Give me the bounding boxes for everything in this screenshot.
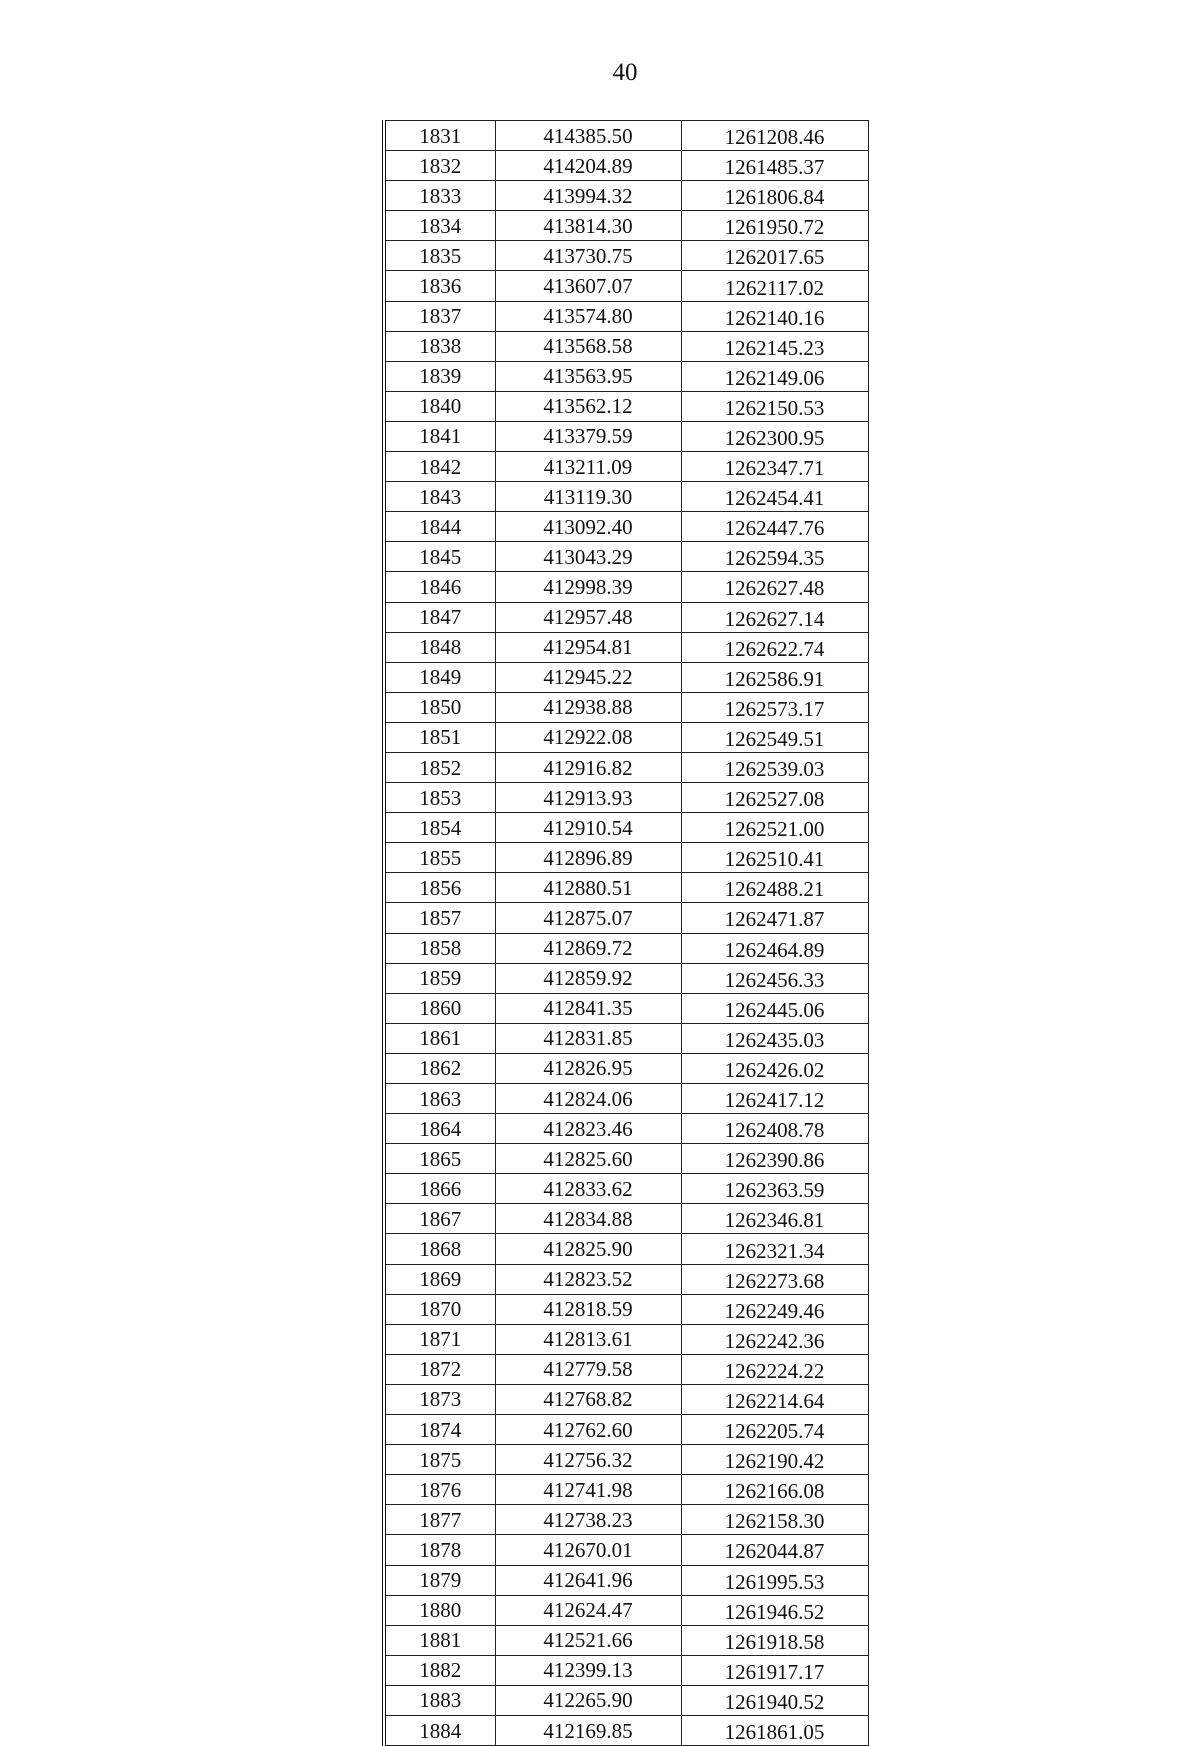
table-row (384, 1475, 868, 1505)
x-coordinate-cell: 412738.23 (495, 1505, 681, 1535)
point-number-cell: 1851 (384, 722, 495, 752)
point-number-cell: 1831 (384, 121, 495, 151)
table-row (384, 241, 868, 271)
table-row (384, 1625, 868, 1655)
y-coordinate-cell: 1262390.86 (681, 1144, 868, 1174)
y-coordinate-cell: 1262158.30 (681, 1505, 868, 1535)
x-coordinate-cell: 413092.40 (495, 512, 681, 542)
x-coordinate-cell: 413607.07 (495, 271, 681, 301)
point-number-cell: 1883 (384, 1685, 495, 1715)
x-coordinate-cell: 412922.08 (495, 722, 681, 752)
point-number-cell: 1850 (384, 692, 495, 722)
table-row (384, 331, 868, 361)
table-row (384, 572, 868, 602)
table-row (384, 181, 868, 211)
point-number-cell: 1854 (384, 813, 495, 843)
y-coordinate-cell: 1261806.84 (681, 181, 868, 211)
point-number-cell: 1865 (384, 1144, 495, 1174)
point-number-cell: 1835 (384, 241, 495, 271)
point-number-cell: 1880 (384, 1595, 495, 1625)
point-number-cell: 1882 (384, 1655, 495, 1685)
point-number-cell: 1867 (384, 1204, 495, 1234)
x-coordinate-cell: 412957.48 (495, 602, 681, 632)
y-coordinate-cell: 1262539.03 (681, 752, 868, 782)
x-coordinate-cell: 412624.47 (495, 1595, 681, 1625)
point-number-cell: 1879 (384, 1565, 495, 1595)
y-coordinate-cell: 1262273.68 (681, 1264, 868, 1294)
point-number-cell: 1833 (384, 181, 495, 211)
x-coordinate-cell: 414385.50 (495, 121, 681, 151)
x-coordinate-cell: 412910.54 (495, 813, 681, 843)
x-coordinate-cell: 412869.72 (495, 933, 681, 963)
y-coordinate-cell: 1262321.34 (681, 1234, 868, 1264)
x-coordinate-cell: 412779.58 (495, 1354, 681, 1384)
table-row (384, 1144, 868, 1174)
table-row (384, 301, 868, 331)
point-number-cell: 1861 (384, 1023, 495, 1053)
x-coordinate-cell: 412938.88 (495, 692, 681, 722)
y-coordinate-cell: 1262300.95 (681, 421, 868, 451)
table-row (384, 1595, 868, 1625)
table-row (384, 1565, 868, 1595)
x-coordinate-cell: 413574.80 (495, 301, 681, 331)
y-coordinate-cell: 1262190.42 (681, 1445, 868, 1475)
x-coordinate-cell: 412741.98 (495, 1475, 681, 1505)
coordinates-table (382, 120, 869, 1746)
table-row (384, 121, 868, 151)
point-number-cell: 1847 (384, 602, 495, 632)
point-number-cell: 1836 (384, 271, 495, 301)
x-coordinate-cell: 412859.92 (495, 963, 681, 993)
point-number-cell: 1877 (384, 1505, 495, 1535)
y-coordinate-cell: 1262214.64 (681, 1384, 868, 1414)
x-coordinate-cell: 412998.39 (495, 572, 681, 602)
table-row (384, 211, 868, 241)
y-coordinate-cell: 1262347.71 (681, 452, 868, 482)
point-number-cell: 1881 (384, 1625, 495, 1655)
table-row (384, 271, 868, 301)
table-row (384, 1445, 868, 1475)
table-row (384, 873, 868, 903)
table-row (384, 421, 868, 451)
point-number-cell: 1839 (384, 361, 495, 391)
y-coordinate-cell: 1262363.59 (681, 1174, 868, 1204)
x-coordinate-cell: 413119.30 (495, 482, 681, 512)
y-coordinate-cell: 1262464.89 (681, 933, 868, 963)
x-coordinate-cell: 412834.88 (495, 1204, 681, 1234)
point-number-cell: 1837 (384, 301, 495, 331)
point-number-cell: 1864 (384, 1114, 495, 1144)
table-row (384, 662, 868, 692)
x-coordinate-cell: 413568.58 (495, 331, 681, 361)
y-coordinate-cell: 1262166.08 (681, 1475, 868, 1505)
point-number-cell: 1832 (384, 151, 495, 181)
y-coordinate-cell: 1262488.21 (681, 873, 868, 903)
table-row (384, 1234, 868, 1264)
x-coordinate-cell: 412913.93 (495, 783, 681, 813)
x-coordinate-cell: 412916.82 (495, 752, 681, 782)
x-coordinate-cell: 412841.35 (495, 993, 681, 1023)
y-coordinate-cell: 1262573.17 (681, 692, 868, 722)
y-coordinate-cell: 1262145.23 (681, 331, 868, 361)
y-coordinate-cell: 1262454.41 (681, 482, 868, 512)
point-number-cell: 1841 (384, 421, 495, 451)
table-row (384, 1535, 868, 1565)
x-coordinate-cell: 412818.59 (495, 1294, 681, 1324)
point-number-cell: 1853 (384, 783, 495, 813)
point-number-cell: 1863 (384, 1084, 495, 1114)
x-coordinate-cell: 412826.95 (495, 1053, 681, 1083)
table-row (384, 1204, 868, 1234)
point-number-cell: 1884 (384, 1715, 495, 1745)
point-number-cell: 1876 (384, 1475, 495, 1505)
point-number-cell: 1870 (384, 1294, 495, 1324)
x-coordinate-cell: 412823.46 (495, 1114, 681, 1144)
x-coordinate-cell: 412875.07 (495, 903, 681, 933)
point-number-cell: 1856 (384, 873, 495, 903)
x-coordinate-cell: 413379.59 (495, 421, 681, 451)
y-coordinate-cell: 1262149.06 (681, 361, 868, 391)
y-coordinate-cell: 1262417.12 (681, 1084, 868, 1114)
table-row (384, 722, 868, 752)
table-row (384, 542, 868, 572)
y-coordinate-cell: 1261208.46 (681, 121, 868, 151)
x-coordinate-cell: 413211.09 (495, 452, 681, 482)
point-number-cell: 1873 (384, 1384, 495, 1414)
x-coordinate-cell: 414204.89 (495, 151, 681, 181)
x-coordinate-cell: 412169.85 (495, 1715, 681, 1745)
table-row (384, 1294, 868, 1324)
point-number-cell: 1840 (384, 391, 495, 421)
y-coordinate-cell: 1262346.81 (681, 1204, 868, 1234)
table-row (384, 752, 868, 782)
point-number-cell: 1834 (384, 211, 495, 241)
x-coordinate-cell: 412823.52 (495, 1264, 681, 1294)
x-coordinate-cell: 413730.75 (495, 241, 681, 271)
table-row (384, 361, 868, 391)
point-number-cell: 1849 (384, 662, 495, 692)
x-coordinate-cell: 413562.12 (495, 391, 681, 421)
x-coordinate-cell: 412813.61 (495, 1324, 681, 1354)
y-coordinate-cell: 1262117.02 (681, 271, 868, 301)
x-coordinate-cell: 412880.51 (495, 873, 681, 903)
table-row (384, 512, 868, 542)
x-coordinate-cell: 413043.29 (495, 542, 681, 572)
y-coordinate-cell: 1262471.87 (681, 903, 868, 933)
x-coordinate-cell: 412945.22 (495, 662, 681, 692)
y-coordinate-cell: 1261485.37 (681, 151, 868, 181)
point-number-cell: 1868 (384, 1234, 495, 1264)
point-number-cell: 1874 (384, 1415, 495, 1445)
y-coordinate-cell: 1262017.65 (681, 241, 868, 271)
y-coordinate-cell: 1262549.51 (681, 722, 868, 752)
y-coordinate-cell: 1261917.17 (681, 1655, 868, 1685)
table-row (384, 1324, 868, 1354)
x-coordinate-cell: 412265.90 (495, 1685, 681, 1715)
table-row (384, 632, 868, 662)
table-row (384, 903, 868, 933)
y-coordinate-cell: 1262242.36 (681, 1324, 868, 1354)
table-body (384, 121, 868, 1746)
y-coordinate-cell: 1262527.08 (681, 783, 868, 813)
table-row (384, 602, 868, 632)
y-coordinate-cell: 1262456.33 (681, 963, 868, 993)
point-number-cell: 1857 (384, 903, 495, 933)
x-coordinate-cell: 412954.81 (495, 632, 681, 662)
x-coordinate-cell: 413814.30 (495, 211, 681, 241)
point-number-cell: 1842 (384, 452, 495, 482)
y-coordinate-cell: 1262594.35 (681, 542, 868, 572)
y-coordinate-cell: 1262627.14 (681, 602, 868, 632)
y-coordinate-cell: 1262426.02 (681, 1053, 868, 1083)
point-number-cell: 1862 (384, 1053, 495, 1083)
x-coordinate-cell: 412825.90 (495, 1234, 681, 1264)
point-number-cell: 1872 (384, 1354, 495, 1384)
table-row (384, 1715, 868, 1745)
table-row (384, 783, 868, 813)
point-number-cell: 1869 (384, 1264, 495, 1294)
x-coordinate-cell: 412831.85 (495, 1023, 681, 1053)
point-number-cell: 1858 (384, 933, 495, 963)
x-coordinate-cell: 412521.66 (495, 1625, 681, 1655)
table-row (384, 933, 868, 963)
point-number-cell: 1843 (384, 482, 495, 512)
x-coordinate-cell: 412896.89 (495, 843, 681, 873)
x-coordinate-cell: 412641.96 (495, 1565, 681, 1595)
table-row (384, 482, 868, 512)
table-row (384, 692, 868, 722)
point-number-cell: 1855 (384, 843, 495, 873)
point-number-cell: 1875 (384, 1445, 495, 1475)
table-row (384, 1114, 868, 1144)
y-coordinate-cell: 1262140.16 (681, 301, 868, 331)
point-number-cell: 1848 (384, 632, 495, 662)
point-number-cell: 1878 (384, 1535, 495, 1565)
y-coordinate-cell: 1261861.05 (681, 1715, 868, 1745)
point-number-cell: 1846 (384, 572, 495, 602)
y-coordinate-cell: 1262044.87 (681, 1535, 868, 1565)
table-row (384, 843, 868, 873)
table-row (384, 1174, 868, 1204)
point-number-cell: 1845 (384, 542, 495, 572)
y-coordinate-cell: 1261995.53 (681, 1565, 868, 1595)
y-coordinate-cell: 1261950.72 (681, 211, 868, 241)
table-row (384, 1053, 868, 1083)
table-row (384, 1354, 868, 1384)
x-coordinate-cell: 412756.32 (495, 1445, 681, 1475)
y-coordinate-cell: 1262205.74 (681, 1415, 868, 1445)
table-row (384, 1505, 868, 1535)
point-number-cell: 1859 (384, 963, 495, 993)
table-row (384, 813, 868, 843)
table-row (384, 452, 868, 482)
point-number-cell: 1844 (384, 512, 495, 542)
table-row (384, 1084, 868, 1114)
table-row (384, 963, 868, 993)
point-number-cell: 1866 (384, 1174, 495, 1204)
y-coordinate-cell: 1262445.06 (681, 993, 868, 1023)
y-coordinate-cell: 1261946.52 (681, 1595, 868, 1625)
table-row (384, 151, 868, 181)
y-coordinate-cell: 1262627.48 (681, 572, 868, 602)
x-coordinate-cell: 413994.32 (495, 181, 681, 211)
x-coordinate-cell: 412824.06 (495, 1084, 681, 1114)
table-row (384, 391, 868, 421)
table-row (384, 1023, 868, 1053)
y-coordinate-cell: 1261940.52 (681, 1685, 868, 1715)
table-row (384, 1655, 868, 1685)
y-coordinate-cell: 1261918.58 (681, 1625, 868, 1655)
table-row (384, 1384, 868, 1414)
y-coordinate-cell: 1262435.03 (681, 1023, 868, 1053)
point-number-cell: 1838 (384, 331, 495, 361)
y-coordinate-cell: 1262586.91 (681, 662, 868, 692)
table-row (384, 1685, 868, 1715)
table-row (384, 1264, 868, 1294)
y-coordinate-cell: 1262510.41 (681, 843, 868, 873)
x-coordinate-cell: 412833.62 (495, 1174, 681, 1204)
y-coordinate-cell: 1262447.76 (681, 512, 868, 542)
y-coordinate-cell: 1262622.74 (681, 632, 868, 662)
x-coordinate-cell: 412670.01 (495, 1535, 681, 1565)
point-number-cell: 1852 (384, 752, 495, 782)
y-coordinate-cell: 1262249.46 (681, 1294, 868, 1324)
x-coordinate-cell: 412825.60 (495, 1144, 681, 1174)
x-coordinate-cell: 413563.95 (495, 361, 681, 391)
x-coordinate-cell: 412399.13 (495, 1655, 681, 1685)
point-number-cell: 1860 (384, 993, 495, 1023)
page-number: 40 (612, 59, 638, 86)
y-coordinate-cell: 1262224.22 (681, 1354, 868, 1384)
table-row (384, 1415, 868, 1445)
y-coordinate-cell: 1262150.53 (681, 391, 868, 421)
y-coordinate-cell: 1262408.78 (681, 1114, 868, 1144)
x-coordinate-cell: 412768.82 (495, 1384, 681, 1414)
point-number-cell: 1871 (384, 1324, 495, 1354)
x-coordinate-cell: 412762.60 (495, 1415, 681, 1445)
table-row (384, 993, 868, 1023)
y-coordinate-cell: 1262521.00 (681, 813, 868, 843)
